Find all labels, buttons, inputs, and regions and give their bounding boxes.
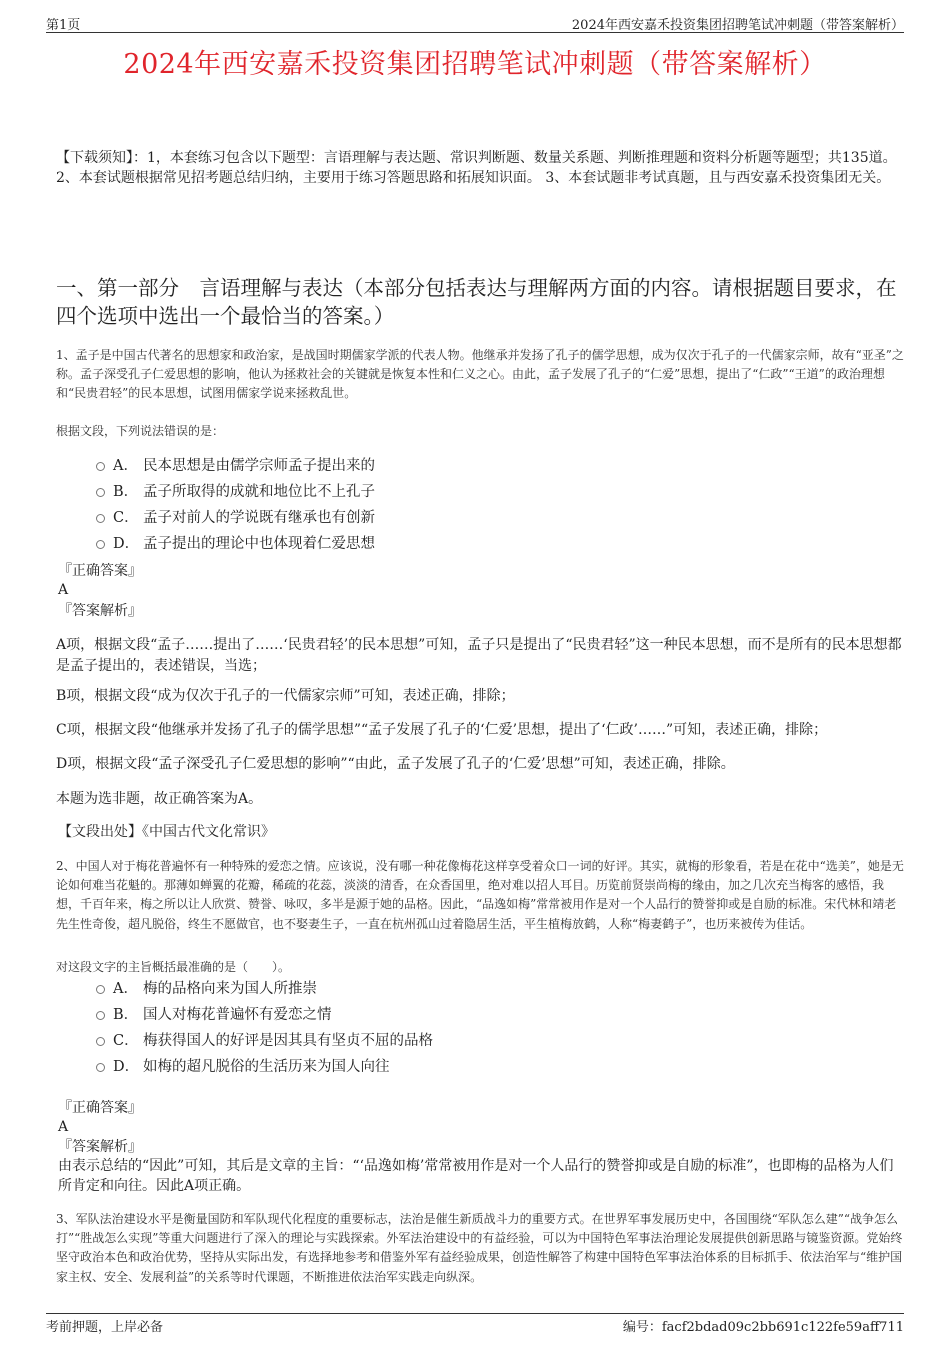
q2-question: 对这段文字的主旨概括最准确的是（ ）。: [56, 960, 291, 974]
q2-option-b[interactable]: B． 国人对梅花普遍怀有爱恋之情: [96, 1002, 796, 1028]
q1-analysis-a: A项，根据文段“孟子……提出了……‘民贵君轻’的民本思想”可知，孟子只是提出了“民贵君轻”这一种民本思想，而不是所有的民本思想都是孟子提出的，表述错误，当选；: [56, 637, 902, 674]
q1-analysis-d: D项，根据文段“孟子深受孔子仁爱思想的影响”“由此，孟子发展了孔子的‘仁爱’思想”可知，表述正确，排除。: [56, 756, 735, 772]
q1-analysis-b: B项，根据文段“成为仅次于孔子的一代儒家宗师”可知，表述正确，排除；: [56, 688, 515, 704]
q1-question: 根据文段，下列说法错误的是：: [56, 424, 225, 438]
q2-analysis-label: 『答案解析』: [58, 1139, 142, 1155]
section-heading: 一、第一部分 言语理解与表达（本部分包括表达与理解两方面的内容。请根据题目要求，在四个选项中选出一个最恰当的答案。）: [56, 276, 897, 328]
radio-icon[interactable]: [96, 488, 105, 497]
q1-analysis-c: C项，根据文段“他继承并发扬了孔子的儒学思想”“孟子发展了孔子的‘仁爱’思想，提出了‘仁政’……”可知，表述正确，排除；: [56, 722, 828, 738]
q2-analysis: 由表示总结的“因此”可知，其后是文章的主旨：“‘品逸如梅’常常被用作是对一个人品行的赞誉抑或是自励的标准”，也即梅的品格为人们所肯定和向往。因此A项正确。: [58, 1158, 894, 1194]
q1-option-b[interactable]: B． 孟子所取得的成就和地位比不上孔子: [96, 479, 796, 505]
q1-answer-label: 『正确答案』: [58, 563, 142, 579]
q1-conclusion: 本题为选非题，故正确答案为A。: [56, 791, 263, 807]
page-header: [46, 14, 904, 33]
q1-options: [96, 453, 796, 557]
q3-stem: 3、军队法治建设水平是衡量国防和军队现代化程度的重要标志，法治是催生新质战斗力的重要方式。在世界军事发展历史中，各国围绕“军队怎么建”“战争怎么打”“胜战怎么实现”等重大问题进行了深入的理论与实践探索。外军法治建设中的有益经验，可以为中国特色军事法治理论发展提供创新思路与镜鉴资源。党始终坚守政治本色和政治优势，坚持从实际出发，有选择地参考和借鉴外军有益经验成果，创造性解答了构建中国特色军事法治体系的目标抓手、依法治军与“维护国家主权、安全、发展利益”的关系等时代课题，不断推进依法治军实践走向纵深。: [56, 1212, 903, 1284]
q1-analysis-label: 『答案解析』: [58, 603, 142, 619]
radio-icon[interactable]: [96, 985, 105, 994]
footer-slogan: 考前押题，上岸必备: [46, 1320, 164, 1335]
q1-option-d[interactable]: D． 孟子提出的理论中也体现着仁爱思想: [96, 531, 796, 557]
page-number: 第1页: [46, 18, 81, 33]
q2-option-a[interactable]: A． 梅的品格向来为国人所推崇: [96, 976, 796, 1002]
q2-option-d[interactable]: D． 如梅的超凡脱俗的生活历来为国人向往: [96, 1054, 796, 1080]
download-notice: 【下载须知】：1，本套练习包含以下题型：言语理解与表达题、常识判断题、数量关系题、判断推理题和资料分析题等题型；共135道。 2、本套试题根据常见招考题总结归纳，主要用于练习答题思路和拓展知识面。 3、本套试题非考试真题，且与西安嘉禾投资集团无关。: [56, 150, 897, 186]
q2-stem: 2、中国人对于梅花普遍怀有一种特殊的爱恋之情。应该说，没有哪一种花像梅花这样享受着众口一词的好评。其实，就梅的形象看，若是在花中“选美”，她是无论如何难当花魁的。那薄如蝉翼的花瓣，稀疏的花蕊，淡淡的清香，在众香国里，绝对难以招人耳目。历览前贤崇尚梅的缘由，加之几次充当梅客的感悟，我想，千百年来，梅之所以让人欣赏、赞誉、咏叹，多半是源于她的品格。因此，“品逸如梅”常常被用作是对一个人品行的赞誉抑或是自励的标准。宋代林和靖老先生性奇俊，超凡脱俗，终生不愿做官，也不娶妻生子，一直在杭州孤山过着隐居生活，平生植梅放鹤，人称“梅妻鹤子”，也历来被传为佳话。: [56, 859, 904, 931]
q2-answer: A: [58, 1119, 69, 1135]
footer-serial: 编号：facf2bdad09c2bb691c122fe59aff711: [622, 1320, 904, 1335]
q2-answer-label: 『正确答案』: [58, 1100, 142, 1116]
radio-icon[interactable]: [96, 1011, 105, 1020]
page-title: 2024年西安嘉禾投资集团招聘笔试冲刺题（带答案解析）: [123, 49, 827, 80]
radio-icon[interactable]: [96, 1037, 105, 1046]
radio-icon[interactable]: [96, 540, 105, 549]
radio-icon[interactable]: [96, 514, 105, 523]
q1-source: 【文段出处】《中国古代文化常识》: [58, 824, 275, 840]
q2-option-c[interactable]: C． 梅获得国人的好评是因其具有坚贞不屈的品格: [96, 1028, 796, 1054]
radio-icon[interactable]: [96, 462, 105, 471]
radio-icon[interactable]: [96, 1063, 105, 1072]
q1-option-c[interactable]: C． 孟子对前人的学说既有继承也有创新: [96, 505, 796, 531]
q1-option-a[interactable]: A． 民本思想是由儒学宗师孟子提出来的: [96, 453, 796, 479]
q1-answer: A: [58, 582, 69, 598]
header-doc-title: 2024年西安嘉禾投资集团招聘笔试冲刺题（带答案解析）: [571, 18, 904, 33]
q1-stem: 1、孟子是中国古代著名的思想家和政治家，是战国时期儒家学派的代表人物。他继承并发扬了孔子的儒学思想，成为仅次于孔子的一代儒家宗师，故有“亚圣”之称。孟子深受孔子仁爱思想的影响，他认为拯救社会的关键就是恢复本性和仁义之心。由此，孟子发展了孔子的“仁爱”思想，提出了“仁政”“王道”的政治理想和“民贵君轻”的民本思想，试图用儒家学说来拯救乱世。: [56, 348, 904, 401]
q2-options: [96, 976, 796, 1080]
page-footer: [46, 1313, 904, 1335]
